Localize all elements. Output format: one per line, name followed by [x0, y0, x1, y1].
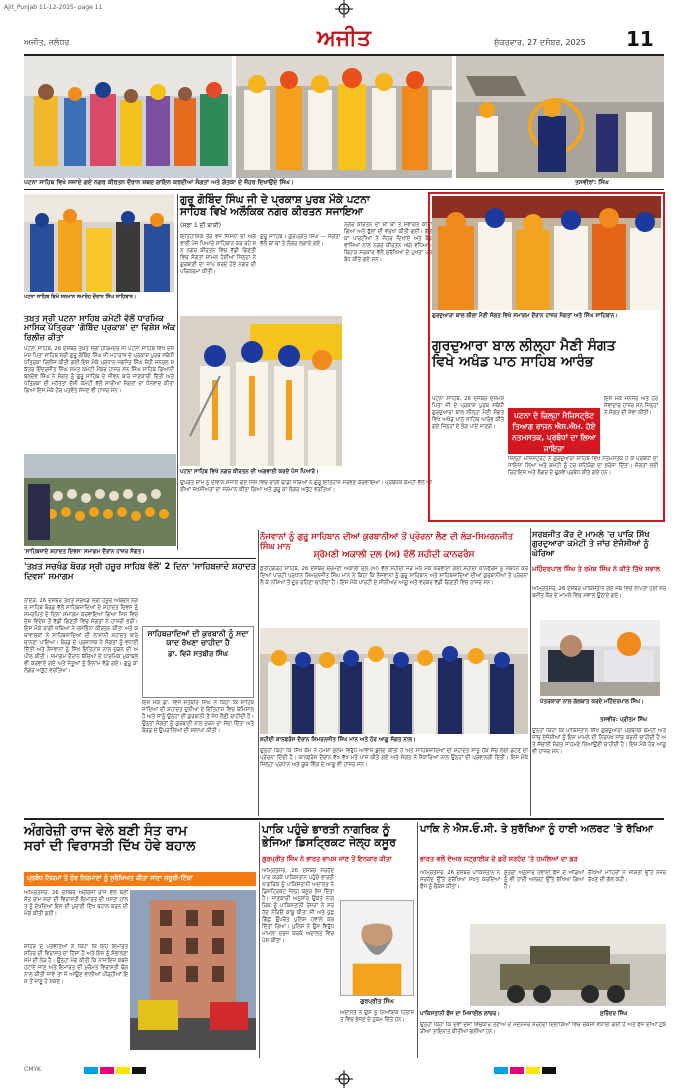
- left-top-headline: ਤਖ਼ਤ ਸ੍ਰੀ ਪਟਨਾ ਸਾਹਿਬ ਕਮੇਟੀ ਵੱਲੋਂ ਧਾਰਮਿਕ ਮਾਸਿਕ ਪੱਤ੍ਰਿਕਾ 'ਗੋਬਿੰਦ ਪ੍ਰਕਾਸ਼' ਦਾ ਵਿਸ਼ੇਸ਼ ਅੰਕ ਰਿਲੀਜ਼ ਕੀਤਾ: [24, 313, 176, 342]
- mann-headline: ਨੌਜਵਾਨਾਂ ਨੂੰ ਗੁਰੂ ਸਾਹਿਬਾਨ ਦੀਆਂ ਕੁਰਬਾਨੀਆਂ ਤੋਂ ਪ੍ਰੇਰਨਾ ਲੈਣ ਦੀ ਲੋੜ-ਸਿਮਰਨਜੀਤ ਸਿੰਘ ਮਾਨ: [260, 531, 513, 551]
- heritage-body-col1: ਅੰਮ੍ਰਿਤਸਰ, 26 ਦਸੰਬਰ ਅੰਗਰੇਜ਼ੀ ਰਾਜ ਵੇਲੇ ਬਣੀ ਸੰਤ ਰਾਮ ਸਰਾਂ ਦੀ ਵਿਰਾਸਤੀ ਇਮਾਰਤ ਦੀ ਖਸਤਾ ਹਾਲਤ ਨੂੰ ਦੇਖਦਿਆਂ ਇਸ ਦੀ ਪੁਰਾਣੀ ਦਿੱਖ ਬਹਾਲ ਕਰਨ ਦੀ ਮੰਗ ਕੀਤੀ ਗਈ।: [24, 890, 128, 917]
- column-rule: [177, 194, 178, 550]
- patna-body-col3: ਨਗਰ ਕੀਰਤਨ ਦਾ ਥਾਂ ਥਾਂ ਤੇ ਸਵਾਗਤ ਕੀਤਾ ਗਿਆ ਅਤੇ ਫੁੱਲਾਂ ਦੀ ਵਰਖਾ ਕੀਤੀ ਗਈ। ਗੱਤਕਾ ਪਾਰਟੀਆਂ ਨੇ ਜੌਹਰ ਦਿਖਾਏ ਅਤੇ ਬੈਂਡ ਵਾਜਿਆਂ ਨਾਲ ਨਗਰ ਕੀਰਤਨ ਅੱਗੇ ਵਧਿਆ। ਬਿਹਾਰ ਸਰਕਾਰ ਵੱਲੋਂ ਸੁਰੱਖਿਆ ਦੇ ਪੁਖਤਾ ਪ੍ਰਬੰਧ ਕੀਤੇ ਗਏ ਸਨ।: [344, 222, 432, 263]
- mann-subhead: ਸ਼੍ਰੋਮਣੀ ਅਕਾਲੀ ਦਲ (ਅ) ਵੱਲੋਂ ਸ਼ਹੀਦੀ ਕਾਨਫਰੰਸ: [313, 550, 475, 560]
- magenta-swatch: [510, 1067, 524, 1074]
- bal-leela-photo: [432, 196, 661, 310]
- top-photos-credit: ਤਸਵੀਰਾਂ: ਸਿੰਘ: [575, 179, 609, 186]
- column-rule: [417, 822, 418, 1058]
- patna-headline-line2: ਸਾਹਿਬ ਵਿਖੇ ਅਲੌਕਿਕ ਨਗਰ ਕੀਰਤਨ ਸਜਾਇਆ: [180, 206, 363, 219]
- column-rule: [530, 528, 531, 816]
- nasr-photo-caption: ਪਾਕਿਸਤਾਨੀ ਫੌਜ ਦਾ ਮਿਜ਼ਾਈਲ ਲਾਂਚਰ।: [420, 1011, 501, 1017]
- issue-date: ਸ਼ੁੱਕਰਵਾਰ, 27 ਦਸੰਬਰ, 2025: [494, 38, 586, 47]
- sangat-body-col1: ਨਾਂਦੇੜ, 26 ਦਸੰਬਰ ਤਖ਼ਤ ਸਚਖੰਡ ਸ੍ਰੀ ਹਜ਼ੂਰ ਅਬਚਲ ਨਗਰ ਸਾਹਿਬ ਬੋਰਡ ਵੱਲੋਂ ਸਾਹਿਬਜ਼ਾਦਿਆਂ ਦੇ ਸ਼ਹਾਦਤ ਦਿਵਸ ਨੂੰ ਸਮਰਪਿਤ ਦੋ ਦਿਨਾ ਸਮਾਗਮ ਕਰਵਾਇਆ ਗਿਆ ਜਿਸ ਵਿਚ ਦੇਸ਼ ਵਿਦੇਸ਼ ਤੋਂ ਵੱਡੀ ਗਿਣਤੀ ਵਿਚ ਸੰਗਤਾਂ ਨੇ ਹਾਜ਼ਰੀ ਭਰੀ। ਇਸ ਮੌਕੇ ਰਾਗੀ ਜਥਿਆਂ ਨੇ ਰਸਭਿੰਨਾ ਕੀਰਤਨ ਕੀਤਾ ਅਤੇ ਕਥਾਵਾਚਕਾਂ ਨੇ ਸਾਹਿਬਜ਼ਾਦਿਆਂ ਦੀ ਲਾਸਾਨੀ ਸ਼ਹਾਦਤ ਬਾਰੇ ਚਾਨਣਾ ਪਾਇਆ। ਬੋਰਡ ਦੇ ਪ੍ਰਸ਼ਾਸਕ ਨੇ ਸੰਗਤਾਂ ਨੂੰ ਵਧਾਈ ਦਿੱਤੀ ਅਤੇ ਨੌਜਵਾਨਾਂ ਨੂੰ ਸਿੱਖ ਇਤਿਹਾਸ ਨਾਲ ਜੁੜਨ ਦੀ ਅਪੀਲ ਕੀਤੀ। ਸਮਾਗਮ ਦੌਰਾਨ ਬੱਚਿਆਂ ਦੇ ਧਾਰਮਿਕ ਮੁਕਾਬਲੇ ਵੀ ਕਰਵਾਏ ਗਏ ਅਤੇ ਜੇਤੂਆਂ ਨੂੰ ਇਨਾਮ ਵੰਡੇ ਗਏ। ਗੁਰੂ ਕਾ ਲੰਗਰ ਅਤੁੱਟ ਵਰਤਿਆ।: [24, 598, 138, 674]
- left-top-photo: [24, 194, 174, 292]
- bal-leela-body-col2: ਜ਼ਿਲ੍ਹਾ ਮੈਜਿਸਟ੍ਰੇਟ ਨੇ ਗੁਰਦੁਆਰਾ ਸਾਹਿਬ ਵਿਖੇ ਨਤਮਸਤਕ ਹੋ ਕੇ ਪ੍ਰਬੰਧਾਂ ਦਾ ਜਾਇਜ਼ਾ ਲਿਆ ਅਤੇ ਕਮੇਟੀ ਨੂੰ ਹਰ ਸਹਿਯੋਗ ਦਾ ਭਰੋਸਾ ਦਿੱਤਾ। ਸੰਗਤਾਂ ਲਈ ਰਿਹਾਇਸ਼ ਅਤੇ ਲੰਗਰ ਦੇ ਢੁਕਵੇਂ ਪ੍ਰਬੰਧ ਕੀਤੇ ਗਏ ਹਨ।: [508, 456, 658, 476]
- jail-body-col1: ਅੰਮ੍ਰਿਤਸਰ, 26 ਦਸੰਬਰ ਸਰਹੱਦ ਪਾਰ ਕਰਕੇ ਪਾਕਿਸਤਾਨ ਪਹੁੰਚੇ ਭਾਰਤੀ ਨਾਗਰਿਕ ਨੂੰ ਪਾਕਿਸਤਾਨੀ ਅਦਾਲਤ ਨੇ ਡਿਸਟ੍ਰਿਕਟ ਜੇਲ੍ਹ ਕਸੂਰ ਭੇਜ ਦਿੱਤਾ ਹੈ। ਜਾਣਕਾਰੀ ਅਨੁਸਾਰ ਉਕਤ ਨਾਗਰਿਕ ਨੂੰ ਪਾਕਿਸਤਾਨੀ ਰੇਂਜਰਾਂ ਨੇ ਸਰਹੱਦ ਨੇੜਿਓਂ ਕਾਬੂ ਕੀਤਾ ਸੀ ਅਤੇ ਪੁੱਛਗਿੱਛ ਉਪਰੰਤ ਪੁਲਿਸ ਹਵਾਲੇ ਕਰ ਦਿੱਤਾ ਗਿਆ। ਪੁਲਿਸ ਨੇ ਉਸ ਵਿਰੁੱਧ ਮਾਮਲਾ ਦਰਜ ਕਰਕੇ ਅਦਾਲਤ ਵਿਚ ਪੇਸ਼ ਕੀਤਾ।: [262, 868, 334, 944]
- sangat-photo-caption: 'ਸਾਹਿਬਜ਼ਾਦੇ ਸ਼ਹਾਦਤ ਦਿਵਸ' ਸਮਾਗਮ ਦੌਰਾਨ ਹਾਜ਼ਰ ਸੰਗਤ।: [24, 549, 145, 555]
- magenta-swatch: [100, 1067, 114, 1074]
- jail-subhead: ਗੁਰਪ੍ਰੀਤ ਸਿੰਘ ਨੇ ਭਾਰਤ ਵਾਪਸ ਜਾਣ ਤੋਂ ਇਨਕਾਰ ਕੀਤਾ: [262, 855, 392, 863]
- nasr-body-top2: ਸੂਤਰਾਂ ਅਨੁਸਾਰ ਹਵਾਈ ਫੌਜ ਦੇ ਅੱਡਿਆਂ ਨੂੰ ਵੀ ਹਾਈ ਅਲਰਟ ਉੱਤੇ ਰੱਖਿਆ ਗਿਆ ਹੈ।: [504, 870, 584, 890]
- bal-leela-headline: [432, 338, 661, 370]
- black-swatch: [132, 1067, 146, 1074]
- jail-body-col2: ਅਦਾਲਤ ਨੇ ਉਸ ਨੂੰ ਨਿਆਂਇਕ ਹਿਰਾਸਤ ਵਿਚ ਭੇਜਣ ਦੇ ਹੁਕਮ ਦਿੱਤੇ ਹਨ।: [340, 1010, 414, 1023]
- sangat-headline: 'ਤਖ਼ਤ ਸਚਖੰਡ ਬੋਰਡ ਸ੍ਰੀ ਹਜ਼ੂਰ ਸਾਹਿਬ ਵੱਲੋਂ' 2 ਦਿਨਾ 'ਸਾਹਿਬਜ਼ਾਦੇ ਸ਼ਹਾਦਤ ਦਿਵਸ' ਸਮਾਗਮ: [24, 561, 256, 581]
- pak-sikh-body-top: ਅੰਮ੍ਰਿਤਸਰ, 26 ਦਸੰਬਰ ਪਾਕਿਸਤਾਨ ਗਏ ਜਥੇ ਵਿਚੋਂ ਲਾਪਤਾ ਹੋਈ ਸਰਬਜੀਤ ਕੌਰ ਦੇ ਮਾਮਲੇ ਵਿਚ ਸਵਾਲ ਉਠਾਏ ਗਏ।: [532, 586, 666, 599]
- nasr-headline: ਪਾਕਿ ਨੇ ਐਸ.ਓ.ਸੀ. ਤੇ ਸੁਰੱਖਿਆ ਨੂੰ ਹਾਈ ਅਲਰਟ 'ਤੇ ਰੱਖਿਆ: [420, 824, 654, 835]
- heritage-body-col2: ਸ਼ਹਿਰ ਦੇ ਪਤਵੰਤਿਆਂ ਨੇ ਕਿਹਾ ਕਿ ਇਹ ਇਮਾਰਤ ਸ਼ਹਿਰ ਦੀ ਵਿਰਾਸਤ ਦਾ ਹਿੱਸਾ ਹੈ ਅਤੇ ਇਸ ਨੂੰ ਸੰਭਾਲਣਾ ਸਮੇਂ ਦੀ ਲੋੜ ਹੈ। ਉਨ੍ਹਾਂ ਮੰਗ ਕੀਤੀ ਕਿ ਨਾਜਾਇਜ਼ ਕਬਜ਼ੇ ਹਟਾਏ ਜਾਣ ਅਤੇ ਇਮਾਰਤ ਦੀ ਮੁਰੰਮਤ ਵਿਰਾਸਤੀ ਢੰਗ ਨਾਲ ਕੀਤੀ ਜਾਵੇ ਤਾਂ ਜੋ ਆਉਣ ਵਾਲੀਆਂ ਪੀੜ੍ਹੀਆਂ ਇਸ ਤੋਂ ਜਾਣੂ ਹੋ ਸਕਣ।: [24, 944, 128, 985]
- jail-headline: [262, 824, 414, 849]
- bottom-section-rule: [24, 818, 664, 820]
- top-photo-3: [456, 56, 664, 178]
- patna-headline: [180, 194, 432, 218]
- pak-sikh-caption: ਪੱਤਰਕਾਰਾਂ ਨਾਲ ਗੱਲਬਾਤ ਕਰਦੇ ਮਹਿੰਦਰਪਾਲ ਸਿੰਘ।: [540, 699, 644, 705]
- footer-marks: CMYK: [24, 1066, 41, 1073]
- nasr-credit: ਸੁਰਿੰਦਰ ਸਿੰਘ: [600, 1011, 628, 1017]
- pak-sikh-credit: ਤਸਵੀਰ: ਪ੍ਰੀਤਮ ਸਿੰਘ: [600, 717, 647, 723]
- jail-portrait-caption: ਗੁਰਪ੍ਰੀਤ ਸਿੰਘ: [360, 998, 394, 1005]
- print-slug-bar: [0, 0, 687, 16]
- black-swatch: [542, 1067, 556, 1074]
- paper-name: ਅਜੀਤ, ਜਲੰਧਰ: [24, 38, 70, 47]
- nasr-body-bottom: ਉਨ੍ਹਾਂ ਕਿਹਾ ਕਿ ਦੋਵਾਂ ਦੇਸ਼ਾਂ ਵਿਚਕਾਰ ਤਣਾਅ ਦੇ ਮੱਦੇਨਜ਼ਰ ਸਰਹੱਦੀ ਇਲਾਕਿਆਂ ਵਿਚ ਚੌਕਸੀ ਵਧਾਈ ਗਈ ਹੈ ਅਤੇ ਫੌਜ ਦੀਆਂ ਟੁਕੜੀਆਂ ਤਾਇਨਾਤ ਕੀਤੀਆਂ ਗਈਆਂ ਹਨ।: [420, 1022, 666, 1035]
- sangat-quote-title: ਸਾਹਿਬਜ਼ਾਦਿਆਂ ਦੀ ਕੁਰਬਾਨੀ ਨੂੰ ਸਦਾ ਯਾਦ ਰੱਖਣਾ ਚਾਹੀਦਾ ਹੈ: [147, 629, 249, 647]
- sangat-quote-author: ਡਾ. ਵਿਜੇ ਸਤਬੀਰ ਸਿੰਘ: [168, 650, 228, 659]
- mann-photo-caption: ਸ਼ਹੀਦੀ ਕਾਨਫਰੰਸ ਦੌਰਾਨ ਸਿਮਰਨਜੀਤ ਸਿੰਘ ਮਾਨ ਅਤੇ ਹੋਰ ਆਗੂ ਸੰਗਤ ਨਾਲ।: [260, 737, 416, 743]
- patna-body-bottom: ਉਪਰੰਤ ਸ਼ਾਮ ਨੂੰ ਦੀਵਾਨ ਸਜਾਏ ਗਏ ਜਿਸ ਵਿਚ ਰਾਗੀ ਢਾਡੀ ਜਥਿਆਂ ਨੇ ਗੁਰੂ ਇਤਿਹਾਸ ਸਰਵਣ ਕਰਵਾਇਆ। ਪ੍ਰਬੰਧਕ ਕਮੇਟੀ ਵੱਲੋਂ ਆਈਆਂ ਸ਼ਖਸੀਅਤਾਂ ਦਾ ਸਨਮਾਨ ਕੀਤਾ ਗਿਆ ਅਤੇ ਗੁਰੂ ਕਾ ਲੰਗਰ ਅਤੁੱਟ ਵਰਤਿਆ।: [180, 480, 432, 493]
- top-photo-2: [236, 56, 452, 178]
- top-photos-caption: ਪਟਨਾ ਸਾਹਿਬ ਵਿਖੇ ਸਜਾਏ ਗਏ ਨਗਰ ਕੀਰਤਨ ਦੌਰਾਨ ਸ਼ਬਦ ਗਾਇਨ ਕਰਦੀਆਂ ਸੰਗਤਾਂ ਅਤੇ ਗੱਤਕਾ ਦੇ ਜੌਹਰ ਦਿਖਾਉਂਦੇ ਸਿੰਘ।: [24, 179, 294, 186]
- heritage-headline: [24, 824, 256, 855]
- page-header: [24, 26, 664, 56]
- heritage-headline-line1: ਅੰਗਰੇਜ਼ੀ ਰਾਜ ਵੇਲੇ ਬਣੀ ਸੰਤ ਰਾਮ: [24, 824, 188, 839]
- bal-leela-body-col1: ਪਟਨਾ ਸਾਹਿਬ, 26 ਦਸੰਬਰ ਦਸਮੇਸ਼ ਪਿਤਾ ਜੀ ਦੇ ਪ੍ਰਕਾਸ਼ ਪੁਰਬ ਸਬੰਧੀ ਗੁਰਦੁਆਰਾ ਬਾਲ ਲੀਲ੍ਹਾ ਮੈਣੀ ਸੰਗਤ ਵਿਖੇ ਅਖੰਡ ਪਾਠ ਸਾਹਿਬ ਆਰੰਭ ਕੀਤੇ ਗਏ ਜਿਨ੍ਹਾਂ ਦੇ ਭੋਗ ਪਾਏ ਜਾਣਗੇ।: [432, 396, 504, 430]
- mann-photo: [260, 628, 528, 734]
- sangat-body-col2: ਇਸ ਮੌਕੇ ਡਾ. ਵਿਜੇ ਸਤਬੀਰ ਸਿੰਘ ਨੇ ਕਿਹਾ ਕਿ ਸਾਹਿਬਜ਼ਾਦਿਆਂ ਦੀ ਸ਼ਹਾਦਤ ਦੁਨੀਆ ਦੇ ਇਤਿਹਾਸ ਵਿਚ ਬੇਮਿਸਾਲ ਹੈ ਅਤੇ ਸਾਨੂੰ ਉਨ੍ਹਾਂ ਦੀ ਕੁਰਬਾਨੀ ਤੋਂ ਸੇਧ ਲੈਣੀ ਚਾਹੀਦੀ ਹੈ। ਉਨ੍ਹਾਂ ਸੰਗਤਾਂ ਨੂੰ ਗੁਰਬਾਣੀ ਨਾਲ ਜੁੜਨ ਦਾ ਸੱਦਾ ਦਿੱਤਾ ਅਤੇ ਬੋਰਡ ਦੇ ਉਪਰਾਲਿਆਂ ਦੀ ਸ਼ਲਾਘਾ ਕੀਤੀ।: [142, 700, 254, 734]
- section-rule: [24, 189, 664, 190]
- top-photo-1: [24, 56, 232, 178]
- registration-mark-icon: [335, 1070, 353, 1088]
- bal-leela-caption: ਗੁਰਦੁਆਰਾ ਬਾਲ ਲੀਲਾ ਮੈਣੀ ਸੰਗਤ ਵਿਖੇ ਸਮਾਗਮ ਦੌਰਾਨ ਹਾਜ਼ਰ ਸੰਗਤਾਂ ਅਤੇ ਸਿੰਘ ਸਾਹਿਬਾਨ।: [432, 313, 618, 319]
- rule-sangat: [24, 558, 256, 559]
- mann-body-bottom: ਉਨ੍ਹਾਂ ਕਿਹਾ ਕਿ ਸਿੱਖ ਕੌਮ ਨੇ ਹਮੇਸ਼ਾ ਜ਼ੁਲਮ ਵਿਰੁੱਧ ਆਵਾਜ਼ ਬੁਲੰਦ ਕੀਤੀ ਹੈ ਅਤੇ ਸਾਹਿਬਜ਼ਾਦਿਆਂ ਦੀ ਸ਼ਹਾਦਤ ਸਾਨੂੰ ਹੱਕ ਸੱਚ ਲਈ ਡਟਣ ਦੀ ਪ੍ਰੇਰਨਾ ਦਿੰਦੀ ਹੈ। ਕਾਨਫਰੰਸ ਦੌਰਾਨ ਵੱਖ ਵੱਖ ਮਤੇ ਪਾਸ ਕੀਤੇ ਗਏ ਅਤੇ ਸੰਗਤ ਨੇ ਜੈਕਾਰਿਆਂ ਨਾਲ ਉਨ੍ਹਾਂ ਦੀ ਪ੍ਰਵਾਨਗੀ ਦਿੱਤੀ। ਇਸ ਮੌਕੇ ਜ਼ਿਲ੍ਹਾ ਪ੍ਰਧਾਨ ਅਤੇ ਯੂਥ ਵਿੰਗ ਦੇ ਆਗੂ ਵੀ ਹਾਜ਼ਰ ਸਨ।: [260, 748, 528, 768]
- masthead: ਅਜੀਤ: [317, 26, 371, 51]
- column-rule: [259, 822, 260, 1058]
- heritage-subhead: ਪ੍ਰਬੰਧ ਨਿਯਮਾਂ ਤੇ ਹੋਰ ਨਿਰਮਾਣਾਂ ਨੂੰ ਸੁਰੱਖਿਅਤ ਕੀਤਾ ਜਾਣਾ ਜ਼ਰੂਰੀ-ਟਿੱਕਾ: [24, 872, 256, 886]
- yellow-swatch: [526, 1067, 540, 1074]
- bal-leela-headline-line1: ਗੁਰਦੁਆਰਾ ਬਾਲ ਲੀਲ੍ਹਾ ਮੈਣੀ ਸੰਗਤ: [432, 338, 616, 354]
- patna-byline: ਗੁਰੂ ਸਾਹਿਬ / ਗੁਰਪ੍ਰੀਤ ਸਿੰਘ: [260, 234, 319, 240]
- cyan-swatch: [494, 1067, 508, 1074]
- nasr-body-top: ਅੰਮ੍ਰਿਤਸਰ, 26 ਦਸੰਬਰ ਪਾਕਿਸਤਾਨ ਨੇ ਸਰਹੱਦ ਉੱਤੇ ਸੁਰੱਖਿਆ ਸਖ਼ਤ ਕਰਦਿਆਂ ਫੌਜ ਨੂੰ ਚੌਕਸ ਕੀਤਾ।: [420, 870, 500, 890]
- yellow-swatch: [116, 1067, 130, 1074]
- mann-body-top: ਫ਼ਤਹਿਗੜ੍ਹ ਸਾਹਿਬ, 26 ਦਸੰਬਰ ਸ਼੍ਰੋਮਣੀ ਅਕਾਲੀ ਦਲ (ਅ) ਵੱਲੋਂ ਸ਼ਹੀਦੀ ਜੋੜ ਮੇਲ ਮੌਕੇ ਕਰਵਾਈ ਗਈ ਸ਼ਹੀਦੀ ਕਾਨਫਰੰਸ ਨੂੰ ਸੰਬੋਧਨ ਕਰਦਿਆਂ ਪਾਰਟੀ ਪ੍ਰਧਾਨ ਸਿਮਰਨਜੀਤ ਸਿੰਘ ਮਾਨ ਨੇ ਕਿਹਾ ਕਿ ਨੌਜਵਾਨਾਂ ਨੂੰ ਗੁਰੂ ਸਾਹਿਬਾਨ ਅਤੇ ਸਾਹਿਬਜ਼ਾਦਿਆਂ ਦੀਆਂ ਕੁਰਬਾਨੀਆਂ ਤੋਂ ਪ੍ਰੇਰਨਾ ਲੈ ਕੇ ਨਸ਼ਿਆਂ ਤੋਂ ਦੂਰ ਰਹਿਣਾ ਚਾਹੀਦਾ ਹੈ। ਇਸ ਮੌਕੇ ਪਾਰਟੀ ਦੇ ਸੀਨੀਅਰ ਆਗੂ ਅਤੇ ਵਰਕਰ ਵੱਡੀ ਗਿਣਤੀ ਵਿਚ ਹਾਜ਼ਰ ਸਨ।: [260, 566, 528, 586]
- pak-sikh-subhead: ਮਹਿੰਦਰਪਾਲ ਸਿੰਘ ਤੇ ਰਮੇਸ਼ ਸਿੰਘ ਨੇ ਕੀਤੇ ਤਿੱਖੇ ਸਵਾਲ: [532, 565, 661, 573]
- nasr-body-top3: ਰੱਖਿਆ ਮਾਹਿਰਾਂ ਨੇ ਸਥਿਤੀ ਉੱਤੇ ਨਜ਼ਰ ਰੱਖਣ ਦੀ ਗੱਲ ਕਹੀ।: [588, 870, 666, 883]
- heritage-headline-line2: ਸਰਾਂ ਦੀ ਵਿਰਾਸਤੀ ਦਿੱਖ ਹੋਵੇ ਬਹਾਲ: [24, 839, 196, 855]
- patna-headline-line1: ਗੁਰੂ ਗੋਬਿੰਦ ਸਿੰਘ ਜੀ ਦੇ ਪ੍ਰਕਾਸ਼ ਪੁਰਬ ਮੌਕੇ ਪਟਨਾ: [180, 194, 370, 206]
- pak-sikh-body-bottom: ਉਨ੍ਹਾਂ ਕਿਹਾ ਕਿ ਪਾਕਿਸਤਾਨ ਸਿੱਖ ਗੁਰਦੁਆਰਾ ਪ੍ਰਬੰਧਕ ਕਮੇਟੀ ਅਤੇ ਜਾਂਚ ਏਜੰਸੀਆਂ ਨੂੰ ਇਸ ਮਾਮਲੇ ਦੀ ਨਿਰਪੱਖ ਜਾਂਚ ਕਰਨੀ ਚਾਹੀਦੀ ਹੈ ਅਤੇ ਸੱਚਾਈ ਸੰਗਤ ਸਾਹਮਣੇ ਲਿਆਉਣੀ ਚਾਹੀਦੀ ਹੈ। ਇਸ ਮੌਕੇ ਹੋਰ ਆਗੂ ਵੀ ਹਾਜ਼ਰ ਸਨ।: [532, 728, 666, 755]
- sangat-quote-box: [142, 626, 254, 698]
- patna-continued: (ਸਫ਼ਾ 1 ਦੀ ਬਾਕੀ): [180, 222, 222, 229]
- patna-body-col1: ਇਤਿਹਾਸਿਕ ਤੌਰ ਵਜੋਂ ਜਿਸਨਾਂ ਦੀ ਅਗਵਾਈ ਪੰਜ ਪਿਆਰੇ ਸਾਹਿਬਾਨ ਕਰ ਰਹੇ ਸਨ ਨਗਰ ਕੀਰਤਨ ਵਿਚ ਵੱਡੀ ਗਿਣਤੀ ਵਿਚ ਸੰਗਤਾਂ ਸ਼ਾਮਲ ਹੋਈਆਂ ਜਿਨ੍ਹਾਂ ਨੇ ਗੁਰਬਾਣੀ ਦਾ ਜਾਪ ਕਰਦੇ ਹੋਏ ਨਗਰ ਦੀ ਪਰਿਕਰਮਾ ਕੀਤੀ।: [180, 234, 256, 275]
- left-mid-photo: [24, 454, 176, 546]
- patna-photo: [180, 316, 342, 466]
- jail-portrait: [340, 900, 414, 996]
- heritage-photo: [130, 890, 256, 1050]
- jail-headline-line2: ਭੇਜਿਆ ਡਿਸਟ੍ਰਿਕਟ ਜੇਲ੍ਹ ਕਸੂਰ: [262, 835, 396, 849]
- bal-leela-callout: ਪਟਨਾ ਦੇ ਜ਼ਿਲ੍ਹਾ ਮੈਜਿਸਟ੍ਰੇਟ ਤਿਆਗ ਰਾਜਨ ਐਸ.ਐਮ. ਹੋਏ ਨਤਮਸਤਕ, ਪ੍ਰਬੰਧਾਂ ਦਾ ਲਿਆ ਜਾਇਜ਼ਾ: [508, 408, 600, 454]
- nasr-photo: [470, 924, 666, 1006]
- left-top-caption: ਪਟਨਾ ਸਾਹਿਬ ਵਿਖੇ ਸਨਮਾਨ ਸਮਾਰੋਹ ਦੌਰਾਨ ਸਿੰਘ ਸਾਹਿਬਾਨ।: [24, 294, 137, 300]
- column-rule: [258, 530, 259, 816]
- bal-leela-headline-line2: ਵਿਖੇ ਅਖੰਡ ਪਾਠ ਸਾਹਿਬ ਆਰੰਭ: [432, 354, 594, 371]
- patna-byline-block: ਗੁਰੂ ਸਾਹਿਬ / ਗੁਰਪ੍ਰੀਤ ਸਿੰਘ — ਸੰਗਤਾਂ ਵੱਲੋਂ ਥਾਂ ਥਾਂ ਤੇ ਲੰਗਰ ਲਗਾਏ ਗਏ।: [260, 234, 340, 247]
- patna-photo-caption: ਪਟਨਾ ਸਾਹਿਬ ਵਿਖੇ ਨਗਰ ਕੀਰਤਨ ਦੀ ਅਗਵਾਈ ਕਰਦੇ ਪੰਜ ਪਿਆਰੇ।: [180, 469, 319, 475]
- pak-sikh-photo: [540, 620, 660, 696]
- nasr-subhead: ਭਾਰਤ ਵਲੋਂ ਏਅਰ ਸਟ੍ਰਾਈਕ ਦੇ ਡਰੋਂ ਸਰਹੱਦ 'ਤੇ ਹਮਲਿਆਂ ਦਾ ਡਰ: [420, 855, 578, 863]
- registration-mark-icon: [335, 0, 353, 18]
- cyan-swatch: [84, 1067, 98, 1074]
- left-top-body: ਪਟਨਾ ਸਾਹਿਬ, 26 ਦਸੰਬਰ ਤਖ਼ਤ ਸ੍ਰੀ ਹਰਿਮੰਦਰ ਜੀ ਪਟਨਾ ਸਾਹਿਬ ਵਿਖੇ ਦਸਮੇਸ਼ ਪਿਤਾ ਸਾਹਿਬ ਸ੍ਰੀ ਗੁਰੂ ਗੋਬਿੰਦ ਸਿੰਘ ਜੀ ਮਹਾਰਾਜ ਦੇ ਪ੍ਰਕਾਸ਼ ਪੁਰਬ ਸਬੰਧੀ ਪੱਤ੍ਰਿਕਾ ਰਿਲੀਜ਼ ਕੀਤੀ ਗਈ ਇਸ ਮੌਕੇ ਪ੍ਰਧਾਨ ਜਗਜੋਤ ਸਿੰਘ ਸੋਹੀ ਜਨਰਲ ਸਕੱਤਰ ਇੰਦਰਜੀਤ ਸਿੰਘ ਸਮੇਤ ਕਮੇਟੀ ਮੈਂਬਰ ਹਾਜ਼ਰ ਸਨ ਸਿੰਘ ਸਾਹਿਬ ਗਿਆਨੀ ਬਲਦੇਵ ਸਿੰਘ ਨੇ ਸੰਗਤ ਨੂੰ ਗੁਰੂ ਸਾਹਿਬ ਦੇ ਜੀਵਨ ਬਾਰੇ ਜਾਣਕਾਰੀ ਦਿੱਤੀ ਅਤੇ ਪੱਤ੍ਰਿਕਾ ਦੀ ਮਹੱਤਤਾ ਦੱਸੀ ਕਮੇਟੀ ਵੱਲੋਂ ਸਾਰੀਆਂ ਸੰਗਤਾਂ ਦਾ ਧੰਨਵਾਦ ਕੀਤਾ ਗਿਆ ਇਸ ਮੌਕੇ ਹੋਰ ਪਤਵੰਤੇ ਸੱਜਣ ਵੀ ਹਾਜ਼ਰ ਸਨ।: [24, 346, 174, 394]
- jail-headline-line1: ਪਾਕਿ ਪਹੁੰਚੇ ਭਾਰਤੀ ਨਾਗਰਿਕ ਨੂੰ: [262, 823, 390, 836]
- pak-sikh-headline: ਸਰਬਜੀਤ ਕੌਰ ਦੇ ਮਾਮਲੇ 'ਚ ਪਾਕਿ ਸਿੱਖ ਗੁਰਦੁਆਰਾ ਕਮੇਟੀ ਤੇ ਜਾਂਚ ਏਜੰਸੀਆਂ ਨੂੰ ਘੇਰਿਆ: [532, 529, 650, 558]
- print-slug: Ajit_Punjab 11-12-2025- page 11: [4, 4, 103, 11]
- page-number: 11: [626, 27, 654, 51]
- bal-leela-body-col3: ਇਸ ਮੌਕੇ ਮੈਨੇਜਰ ਅਤੇ ਹੋਰ ਸੇਵਾਦਾਰ ਹਾਜ਼ਰ ਸਨ ਜਿਨ੍ਹਾਂ ਨੇ ਸੰਗਤ ਦੀ ਸੇਵਾ ਕੀਤੀ।: [604, 396, 658, 416]
